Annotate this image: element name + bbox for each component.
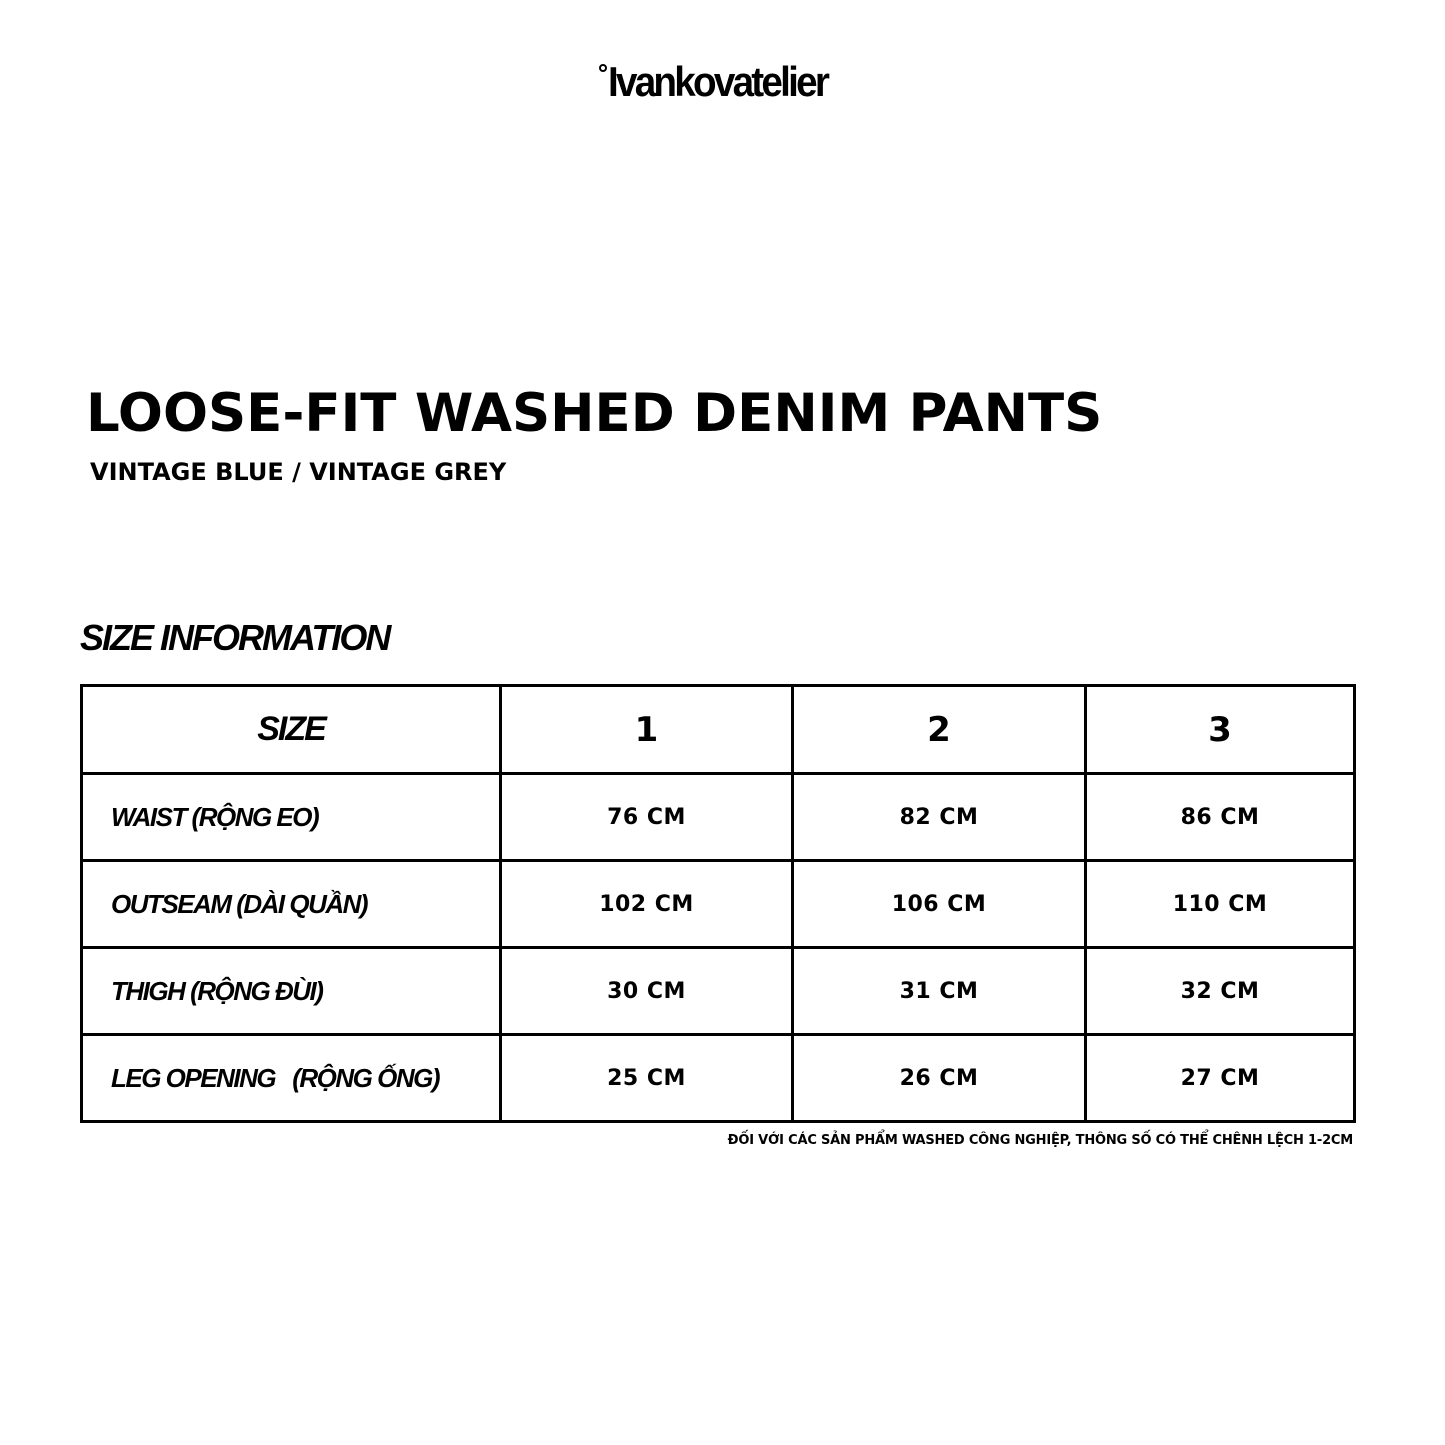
table-row (82, 948, 1355, 1035)
table-row (82, 1035, 1355, 1122)
table-cell: 102 CM (501, 861, 793, 948)
table-cell: 27 CM (1086, 1035, 1355, 1122)
logo-wordmark: Ivankovatelier (607, 58, 828, 105)
row-label-waist: WAIST (RỘNG EO) (82, 774, 501, 861)
logo-ring-icon (599, 64, 607, 72)
product-title: LOOSE-FIT WASHED DENIM PANTS (86, 383, 1103, 444)
table-cell: 110 CM (1086, 861, 1355, 948)
section-title: SIZE INFORMATION (80, 617, 390, 658)
table-cell: 26 CM (793, 1035, 1086, 1122)
size-table (80, 684, 1356, 1123)
row-label-thigh: THIGH (RỘNG ĐÙI) (82, 948, 501, 1035)
header-size-2: 2 (793, 686, 1086, 774)
table-cell: 106 CM (793, 861, 1086, 948)
brand-logo (0, 56, 1445, 108)
header-size-3: 3 (1086, 686, 1355, 774)
table-cell: 32 CM (1086, 948, 1355, 1035)
table-cell: 30 CM (501, 948, 793, 1035)
table-row (82, 861, 1355, 948)
header-size-1: 1 (501, 686, 793, 774)
table-header-row (82, 686, 1355, 774)
row-label-leg-opening: LEG OPENING (RỘNG ỐNG) (82, 1035, 501, 1122)
table-cell: 31 CM (793, 948, 1086, 1035)
tolerance-note: ĐỐI VỚI CÁC SẢN PHẨM WASHED CÔNG NGHIỆP, THÔNG SỐ CÓ THỂ CHÊNH LỆCH 1-2CM (727, 1133, 1353, 1148)
header-size-label: SIZE (82, 686, 501, 774)
table-cell: 76 CM (501, 774, 793, 861)
row-label-outseam: OUTSEAM (DÀI QUẦN) (82, 861, 501, 948)
table-cell: 86 CM (1086, 774, 1355, 861)
product-colors: VINTAGE BLUE / VINTAGE GREY (90, 458, 507, 486)
table-row (82, 774, 1355, 861)
table-cell: 25 CM (501, 1035, 793, 1122)
table-cell: 82 CM (793, 774, 1086, 861)
